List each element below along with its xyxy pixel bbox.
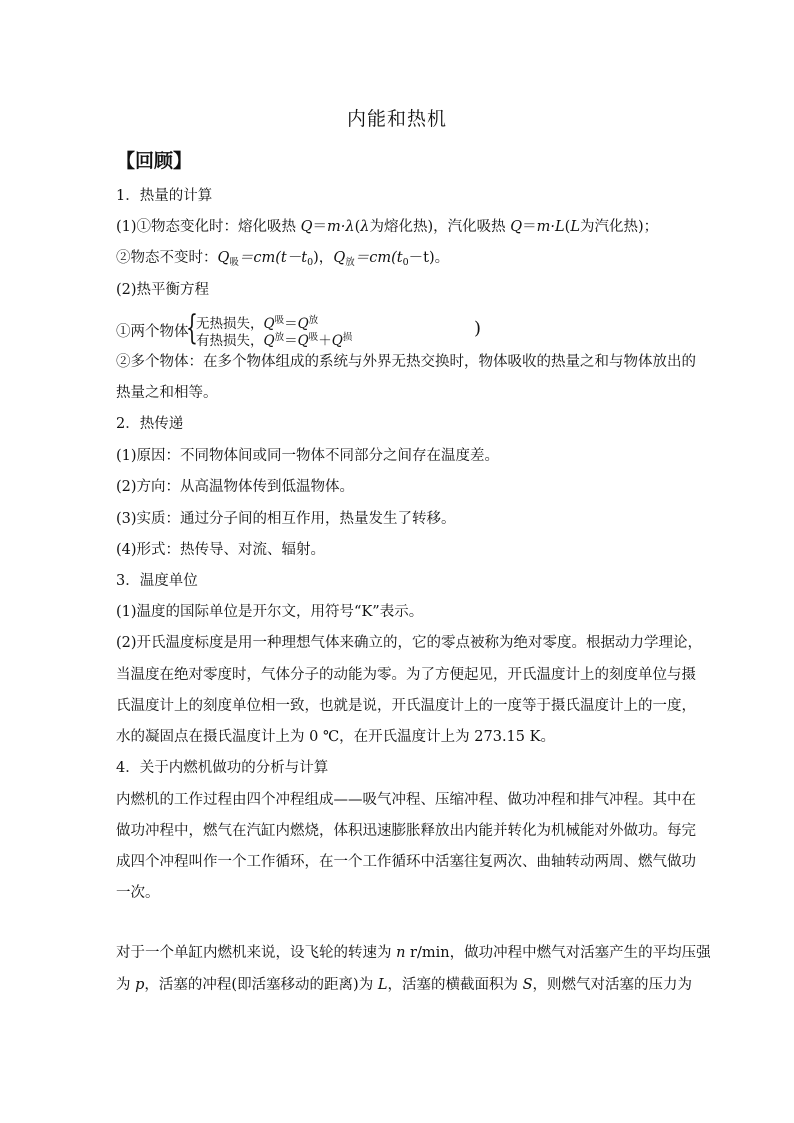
section-4-line-5: 对于一个单缸内燃机来说，设飞轮的转速为 n r/min，做功冲程中燃气对活塞产生的平均压强 [116,945,711,961]
section-3-line-3: 当温度在绝对零度时，气体分子的动能为零。为了方便起见，开氏温度计上的刻度单位与摄 [116,667,696,683]
section-3-title: 3．温度单位 [116,573,198,589]
page-title: 内能和热机 [346,108,447,130]
section-4-line-6: 为 p，活塞的冲程(即活塞移动的距离)为 L，活塞的横截面积为 S，则燃气对活塞的压力为 [116,977,693,993]
closing-paren: ) [474,318,482,339]
section-1-title: 1．热量的计算 [116,188,213,204]
section-3-line-1: (1)温度的国际单位是开尔文，用符号“K”表示。 [116,604,424,620]
section-4-line-1: 内燃机的工作过程由四个冲程组成——吸气冲程、压缩冲程、做功冲程和排气冲程。其中在 [116,792,696,808]
two-body-label: ①两个物体 [116,324,189,340]
section-2-line-2: (2)方向：从高温物体传到低温物体。 [116,479,355,495]
section-4-line-2: 做功冲程中，燃气在汽缸内燃烧，体积迅速膨胀释放出内能并转化为机械能对外做功。每完 [116,823,696,839]
two-body-row-1: 无热损失，$Q^吸=Q^放$ [196,315,319,332]
section-2-line-1: (1)原因：不同物体间或同一物体不同部分之间存在温度差。 [116,448,500,464]
section-4-line-3: 成四个冲程叫作一个工作循环，在一个工作循环中活塞往复两次、曲轴转动两周、燃气做功 [116,854,696,870]
section-3-line-5: 水的凝固点在摄氏温度计上为 0 ℃，在开氏温度计上为 273.15 K。 [116,729,555,745]
two-body-row-2: 有热损失，$Q^放=Q^吸+Q^损$ [196,332,353,349]
section-2-title: 2．热传递 [116,416,184,432]
section-1-line-1: (1)①物态变化时：熔化吸热 Q＝m·λ(λ为熔化热)，汽化吸热 Q＝m·L(L为汽化热)； [116,219,659,235]
section-2-line-3: (3)实质：通过分子间的相互作用，热量发生了转移。 [116,511,456,527]
section-1-line-5: 热量之和相等。 [116,385,218,401]
section-3-line-2: (2)开氏温度标度是用一种理想气体来确立的，它的零点被称为绝对零度。根据动力学理论， [116,635,703,651]
section-4-line-4: 一次。 [116,885,160,901]
section-1-line-2: ②物态不变时：$Q_吸=cm(t-t_0)$，$Q_放=cm(t_0-t)$。 [116,250,450,268]
section-4-title: 4．关于内燃机做功的分析与计算 [116,760,329,776]
section-1-line-4: ②多个物体：在多个物体组成的系统与外界无热交换时，物体吸收的热量之和与物体放出的 [116,354,696,370]
section-2-line-4: (4)形式：热传导、对流、辐射。 [116,542,326,558]
section-3-line-4: 氏温度计上的刻度单位相一致，也就是说，开氏温度计上的一度等于摄氏温度计上的一度， [116,698,696,714]
section-1-line-3: (2)热平衡方程 [116,282,210,298]
left-brace: { [186,308,198,348]
review-heading: 【回顾】 [116,150,193,172]
